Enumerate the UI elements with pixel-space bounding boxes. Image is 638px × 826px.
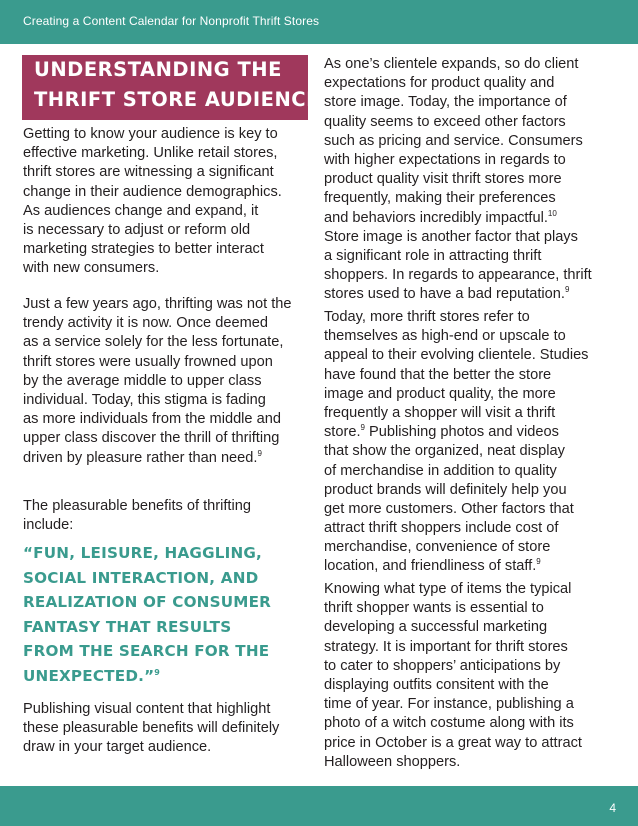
text-line: as more individuals from the middle and (23, 411, 281, 428)
text-line: photo of a witch costume along with its (324, 715, 574, 732)
text-line: image and product quality, the more (324, 385, 556, 402)
text-line: Store image is another factor that plays (324, 228, 578, 245)
text-line: upper class discover the thrill of thrifting (23, 430, 280, 447)
text-line (324, 557, 588, 576)
footnote-ref: 9 (564, 285, 570, 295)
text-line: developing a successful marketing (324, 619, 548, 636)
text-line: draw in your target audience. (23, 739, 212, 756)
text-line: thrift stores were usually frowned upon (23, 353, 273, 370)
text-line: individual. Today, this stigma is fading (23, 391, 266, 408)
text-line: product quality visit thrift stores more (324, 171, 562, 188)
left-paragraph-2 (23, 295, 292, 468)
text-line: have found that the better the store (324, 366, 552, 383)
text-line: by the average middle to upper class (23, 372, 262, 389)
text-line: of merchandise in addition to quality (324, 462, 557, 479)
text-line: quality seems to exceed other factors (324, 113, 566, 130)
text-line: such as pricing and service. Consumers (324, 132, 583, 149)
section-heading-box (22, 55, 320, 120)
text-line: is necessary to adjust or reform old (23, 221, 251, 238)
text-line: Getting to know your audience is key to (23, 126, 278, 142)
text-line: as a service solely for the less fortunate, (23, 334, 284, 351)
left-paragraph-1 (23, 125, 282, 279)
footnote-ref: 9 (360, 423, 365, 433)
text-line: merchandise, convenience of store (324, 539, 551, 556)
footnote-ref: 10 (547, 208, 557, 218)
text-line: themselves as high-end or upscale to (324, 328, 566, 345)
footnote-ref: 9 (257, 448, 262, 458)
text-line: thrift shopper wants is essential to (324, 600, 544, 617)
text-line: price in October is a great way to attract (324, 734, 582, 751)
text-line: these pleasurable benefits will definitely (23, 720, 280, 737)
right-paragraph-1 (324, 55, 592, 304)
footnote-ref: 9 (536, 557, 541, 567)
text-fragment: store. (324, 424, 361, 441)
text-line: displaying outfits consitent with the (324, 676, 549, 693)
text-line: expectations for product quality and (324, 75, 555, 92)
section-heading-line-1: UNDERSTANDING THE (34, 58, 282, 81)
text-line: Today, more thrift stores refer to (324, 309, 530, 325)
footer-bar (0, 786, 638, 826)
text-line: store image. Today, the importance of (324, 94, 567, 111)
left-paragraph-3 (23, 497, 251, 535)
text-fragment: Publishing photos and videos (364, 424, 559, 441)
section-heading-line-2: THRIFT STORE AUDIENCE (34, 88, 320, 111)
text-line: thrift stores are witnessing a significant (23, 164, 274, 181)
text-line: As audiences change and expand, it (23, 202, 259, 219)
left-paragraph-4 (23, 700, 279, 758)
text-line: strategy. It is important for thrift stores (324, 638, 568, 655)
header-bar (0, 0, 638, 44)
page-number: 4 (609, 801, 616, 815)
text-line: shoppers. In regards to appearance, thrift (324, 267, 592, 284)
text-line: frequently, making their preferences (324, 190, 556, 207)
quote-line: SOCIAL INTERACTION, AND (23, 568, 259, 587)
text-line: a significant role in attracting thrift (324, 247, 542, 264)
quote-line: REALIZATION OF CONSUMER (23, 593, 272, 611)
text-line: get more customers. Other factors that (324, 500, 574, 517)
text-line: attract thrift shoppers include cost of (324, 520, 559, 537)
quote-fragment: UNEXPECTED.” (23, 666, 155, 685)
pull-quote (23, 541, 271, 688)
text-line: frequently a shopper will visit a thrift (324, 404, 556, 421)
text-fragment: stores used to have a bad reputation. (324, 286, 565, 303)
text-line: change in their audience demographics. (23, 183, 282, 200)
text-line: trendy activity it is now. Once deemed (23, 315, 268, 332)
text-line: marketing strategies to better interact (23, 241, 264, 258)
text-line: appeal to their evolving clientele. Studies (324, 347, 589, 364)
footnote-ref: 9 (154, 667, 161, 677)
text-line: that show the organized, neat display (324, 443, 565, 460)
right-paragraph-3 (324, 580, 582, 772)
text-line: The pleasurable benefits of thrifting (23, 498, 251, 514)
text-line: include: (23, 517, 74, 534)
text-line: time of year. For instance, publishing a (324, 696, 574, 713)
quote-line (23, 664, 271, 689)
right-paragraph-2 (324, 308, 588, 577)
text-line (324, 209, 592, 228)
text-line: As one’s clientele expands, so do client (324, 56, 579, 72)
text-line (324, 423, 588, 442)
text-fragment: and behaviors incredibly impactful. (324, 209, 548, 226)
text-line: to cater to shoppers’ anticipations by (324, 657, 561, 674)
text-line: effective marketing. Unlike retail stores, (23, 145, 278, 162)
quote-line: “FUN, LEISURE, HAGGLING, (23, 544, 263, 562)
document-title: Creating a Content Calendar for Nonprofit Thrift Stores (23, 14, 320, 28)
quote-line: FANTASY THAT RESULTS (23, 617, 232, 636)
text-line: Knowing what type of items the typical (324, 581, 572, 597)
text-fragment: driven by pleasure rather than need. (23, 449, 258, 466)
text-line: product brands will definitely help you (324, 481, 567, 498)
text-line (23, 449, 292, 468)
text-fragment: location, and friendliness of staff. (324, 558, 537, 575)
quote-line: FROM THE SEARCH FOR THE (23, 642, 270, 660)
text-line: Just a few years ago, thrifting was not the (23, 296, 292, 312)
text-line: with new consumers. (23, 260, 160, 277)
text-line (324, 285, 592, 304)
text-line: Halloween shoppers. (324, 753, 461, 770)
text-line: with higher expectations in regards to (324, 151, 566, 168)
text-line: Publishing visual content that highlight (23, 701, 271, 717)
